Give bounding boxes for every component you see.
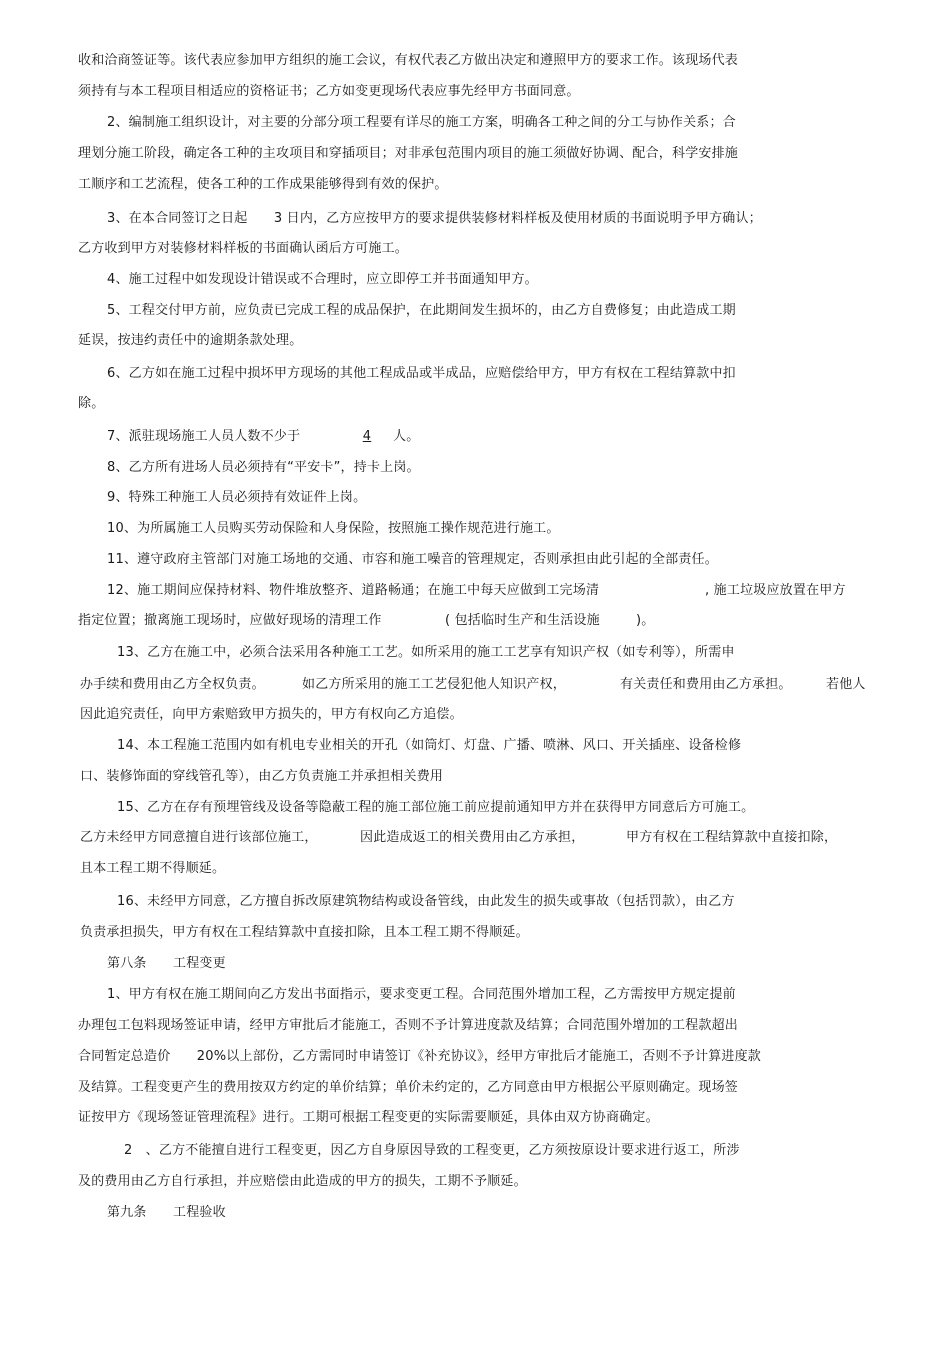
staff-unit: 人。 — [393, 429, 420, 444]
text-line: 理划分施工阶段，确定各工种的主攻项目和穿插项目；对非承包范围内项目的施工须做好协调、配合，科学安排施 — [78, 146, 739, 161]
text-line: 9、特殊工种施工人员必须持有效证件上岗。 — [107, 490, 367, 505]
text-line: 如乙方所采用的施工工艺侵犯他人知识产权， — [302, 677, 567, 692]
text-line: 合同暂定总造价 20%以上部份，乙方需同时申请签订《补充协议》，经甲方审批后才能施工，否则不予计算进度款 — [78, 1049, 761, 1064]
text-line: 甲方有权在工程结算款中直接扣除， — [626, 830, 838, 845]
text-line: 办理包工包料现场签证申请，经甲方审批后才能施工，否则不予计算进度款及结算；合同范围外增加的工程款超出 — [78, 1018, 739, 1033]
text-line: 15、乙方在存有预埋管线及设备等隐蔽工程的施工部位施工前应提前通知甲方并在获得甲方同意后方可施工。 — [117, 800, 755, 815]
staff-count-field: 4 — [362, 429, 372, 444]
text-line: 延误，按违约责任中的逾期条款处理。 — [78, 333, 303, 348]
text-line: 10、为所属施工人员购买劳动保险和人身保险，按照施工操作规范进行施工。 — [107, 521, 560, 536]
text-line: 收和洽商签证等。该代表应参加甲方组织的施工会议，有权代表乙方做出决定和遵照甲方的要求工作。该现场代表 — [78, 53, 739, 68]
text-line: 及结算。工程变更产生的费用按双方约定的单价结算；单价未约定的，乙方同意由甲方根据公平原则确定。现场签 — [78, 1080, 739, 1095]
text-line: 11、遵守政府主管部门对施工场地的交通、市容和施工噪音的管理规定，否则承担由此引起的全部责任。 — [107, 552, 718, 567]
text-line: 须持有与本工程项目相适应的资格证书；乙方如变更现场代表应事先经甲方书面同意。 — [78, 84, 580, 99]
text-line: 口、装修饰面的穿线管孔等），由乙方负责施工并承担相关费用 — [80, 769, 444, 784]
text-line: , 施工垃圾应放置在甲方 — [705, 583, 846, 598]
text-line: 及的费用由乙方自行承担，并应赔偿由此造成的甲方的损失，工期不予顺延。 — [78, 1174, 527, 1189]
text-line: 2 、乙方不能擅自进行工程变更，因乙方自身原因导致的工程变更，乙方须按原设计要求进行返工，所涉 — [124, 1143, 740, 1158]
text-line: 1、甲方有权在施工期间向乙方发出书面指示，要求变更工程。合同范围外增加工程，乙方需按甲方规定提前 — [107, 987, 736, 1002]
text-line: 12、施工期间应保持材料、物件堆放整齐、道路畅通；在施工中每天应做到工完场清 — [107, 583, 600, 598]
text-line: 且本工程工期不得顺延。 — [80, 861, 226, 876]
text-line: 因此追究责任，向甲方索赔致甲方损失的，甲方有权向乙方追偿。 — [80, 707, 463, 722]
section-heading: 第八条 工程变更 — [107, 956, 226, 971]
text-line: 7、派驻现场施工人员人数不少于 — [107, 429, 301, 444]
section-heading: 第九条 工程验收 — [107, 1205, 226, 1220]
text-line: )。 — [636, 613, 655, 628]
text-line: 除。 — [78, 396, 105, 411]
text-line: 乙方收到甲方对装修材料样板的书面确认函后方可施工。 — [78, 241, 409, 256]
text-line: 6、乙方如在施工过程中损坏甲方现场的其他工程成品或半成品，应赔偿给甲方，甲方有权在工程结算款中扣 — [107, 366, 736, 381]
text-line: 因此造成返工的相关费用由乙方承担， — [360, 830, 585, 845]
text-line: 13、乙方在施工中，必须合法采用各种施工工艺。如所采用的施工工艺享有知识产权（如专利等），所需申 — [117, 645, 735, 660]
text-line: 若他人 — [826, 677, 866, 692]
text-line: 2、编制施工组织设计，对主要的分部分项工程要有详尽的施工方案，明确各工种之间的分工与协作关系；合 — [107, 115, 736, 130]
text-line: 指定位置；撤离施工现场时，应做好现场的清理工作 — [78, 613, 382, 628]
text-line: 证按甲方《现场签证管理流程》进行。工期可根据工程变更的实际需要顺延，具体由双方协商确定。 — [78, 1110, 659, 1125]
text-line: 4、施工过程中如发现设计错误或不合理时，应立即停工并书面通知甲方。 — [107, 272, 538, 287]
text-line: 有关责任和费用由乙方承担。 — [620, 677, 792, 692]
text-line: 办手续和费用由乙方全权负责。 — [80, 677, 265, 692]
text-line: 负责承担损失，甲方有权在工程结算款中直接扣除，且本工程工期不得顺延。 — [80, 925, 529, 940]
text-line: 16、未经甲方同意，乙方擅自拆改原建筑物结构或设备管线，由此发生的损失或事故（包括罚款），由乙方 — [117, 894, 735, 909]
text-line: 5、工程交付甲方前，应负责已完成工程的成品保护，在此期间发生损坏的，由乙方自费修复；由此造成工期 — [107, 303, 736, 318]
text-line: 3、在本合同签订之日起 3 日内，乙方应按甲方的要求提供装修材料样板及使用材质的书面说明予甲方确认； — [107, 211, 762, 226]
text-line: ( 包括临时生产和生活设施 — [445, 613, 600, 628]
text-line: 14、本工程施工范围内如有机电专业相关的开孔（如筒灯、灯盘、广播、喷淋、风口、开关插座、设备检修 — [117, 738, 742, 753]
text-line: 工顺序和工艺流程，使各工种的工作成果能够得到有效的保护。 — [78, 177, 448, 192]
text-line: 乙方未经甲方同意擅自进行该部位施工， — [80, 830, 318, 845]
text-line: 8、乙方所有进场人员必须持有“平安卡”，持卡上岗。 — [107, 460, 420, 475]
